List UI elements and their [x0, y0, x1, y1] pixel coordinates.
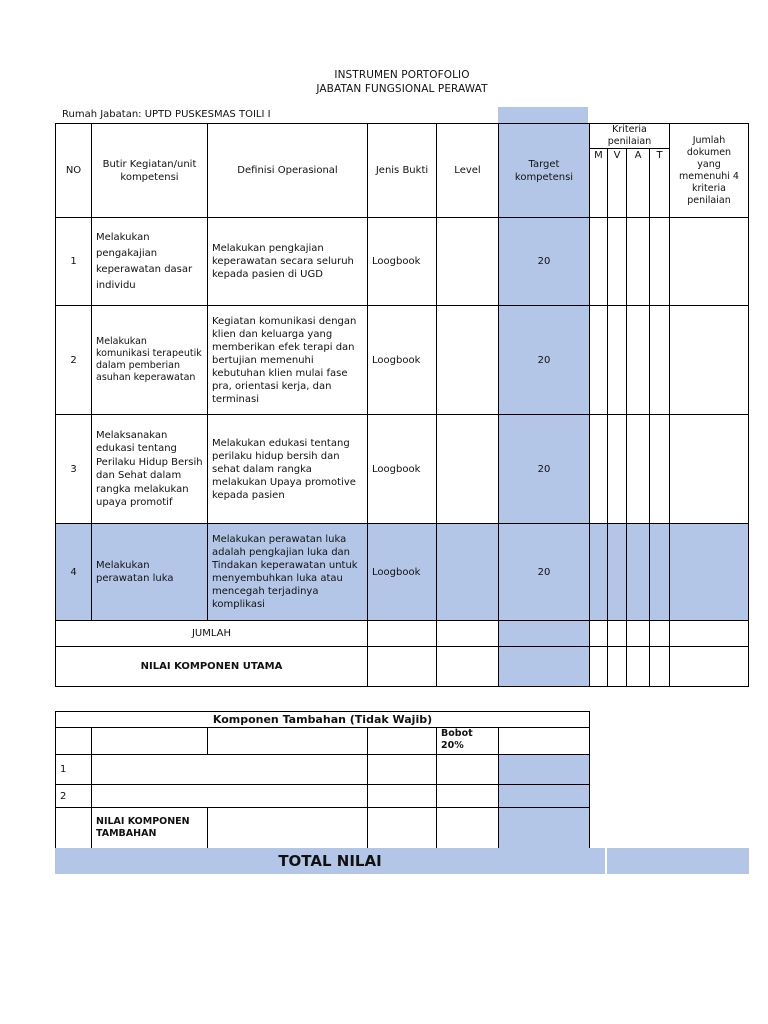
jumlah-v — [608, 621, 627, 647]
row-a — [627, 415, 650, 524]
row-a — [627, 306, 650, 415]
extra-nilai-label: NILAI KOMPONEN TAMBAHAN — [92, 808, 208, 849]
extra-nilai-target — [499, 808, 590, 849]
jumlah-t — [650, 621, 670, 647]
row-no: 3 — [56, 415, 92, 524]
row-target: 20 — [499, 218, 590, 306]
row-t — [650, 524, 670, 621]
total-value — [607, 848, 749, 874]
extra-row-no: 1 — [56, 755, 92, 785]
jumlah-total — [670, 621, 749, 647]
extra-row-target — [499, 785, 590, 808]
table-row — [56, 306, 749, 415]
row-v — [608, 218, 627, 306]
header-jumlah: Jumlah dokumen yang memenuhi 4 kriteria penilaian — [670, 124, 749, 218]
row-definisi: Melakukan perawatan luka adalah pengkajian luka dan Tindakan keperawatan untuk menyembuhkan luka atau mencegah terjadinya komplikasi — [208, 524, 368, 621]
total-row — [55, 848, 749, 874]
extra-table — [55, 711, 590, 849]
row-jenis: Loogbook — [368, 524, 437, 621]
jumlah-target — [499, 621, 590, 647]
unit-label: Rumah Jabatan: UPTD PUSKESMAS TOILI I — [62, 109, 271, 120]
header-m: M — [590, 149, 608, 218]
row-jumlah — [670, 415, 749, 524]
extra-nilai-row — [56, 808, 590, 849]
jumlah-m — [590, 621, 608, 647]
extra-header-no — [56, 728, 92, 755]
row-no: 1 — [56, 218, 92, 306]
extra-row-target — [499, 755, 590, 785]
extra-row-butir — [92, 785, 368, 808]
nilai-utama-total — [670, 647, 749, 687]
row-jumlah — [670, 524, 749, 621]
table-row — [56, 218, 749, 306]
extra-header-definisi — [208, 728, 368, 755]
row-t — [650, 415, 670, 524]
nilai-utama-v — [608, 647, 627, 687]
row-definisi: Kegiatan komunikasi dengan klien dan keluarga yang memberikan efek terapi dan bertujian memenuhi kebutuhan klien mulai fase pra, orientasi kerja, dan terminasi — [208, 306, 368, 415]
extra-title: Komponen Tambahan (Tidak Wajib) — [56, 712, 590, 728]
extra-row-jenis — [368, 755, 437, 785]
row-jumlah — [670, 218, 749, 306]
row-jenis: Loogbook — [368, 306, 437, 415]
row-jumlah — [670, 306, 749, 415]
row-level — [437, 306, 499, 415]
row-v — [608, 524, 627, 621]
jumlah-a — [627, 621, 650, 647]
row-t — [650, 218, 670, 306]
row-target: 20 — [499, 524, 590, 621]
row-definisi: Melakukan pengkajian keperawatan secara seluruh kepada pasien di UGD — [208, 218, 368, 306]
row-target: 20 — [499, 415, 590, 524]
extra-bobot: Bobot 20% — [437, 728, 499, 755]
header-a: A — [627, 149, 650, 218]
nilai-utama-row — [56, 647, 749, 687]
extra-row — [56, 785, 590, 808]
row-m — [590, 524, 608, 621]
nilai-utama-level — [437, 647, 499, 687]
row-a — [627, 218, 650, 306]
row-butir: Melakukan pengakajian keperawatan dasar individu — [92, 218, 208, 306]
header-kriteria: Kriteria penilaian — [590, 124, 670, 149]
nilai-utama-m — [590, 647, 608, 687]
extra-nilai-level — [437, 808, 499, 849]
nilai-utama-t — [650, 647, 670, 687]
title-line-1: INSTRUMEN PORTOFOLIO — [334, 69, 470, 81]
highlight-cell — [498, 107, 588, 123]
row-t — [650, 306, 670, 415]
main-table — [55, 123, 749, 687]
jumlah-jenis — [368, 621, 437, 647]
row-level — [437, 218, 499, 306]
row-jenis: Loogbook — [368, 415, 437, 524]
extra-nilai-definisi — [208, 808, 368, 849]
extra-row-no: 2 — [56, 785, 92, 808]
row-target: 20 — [499, 306, 590, 415]
row-v — [608, 306, 627, 415]
row-a — [627, 524, 650, 621]
header-level: Level — [437, 124, 499, 218]
header-t: T — [650, 149, 670, 218]
extra-row-jenis — [368, 785, 437, 808]
row-level — [437, 524, 499, 621]
extra-row-level — [437, 785, 499, 808]
row-m — [590, 415, 608, 524]
extra-row-butir — [92, 755, 368, 785]
row-butir: Melakukan perawatan luka — [92, 524, 208, 621]
nilai-utama-label: NILAI KOMPONEN UTAMA — [56, 647, 368, 687]
row-m — [590, 218, 608, 306]
row-butir: Melaksanakan edukasi tentang Perilaku Hidup Bersih dan Sehat dalam rangka melakukan upaya promotif — [92, 415, 208, 524]
jumlah-level — [437, 621, 499, 647]
row-jenis: Loogbook — [368, 218, 437, 306]
row-v — [608, 415, 627, 524]
row-definisi: Melakukan edukasi tentang perilaku hidup bersih dan sehat dalam rangka melakukan Upaya promotive kepada pasien — [208, 415, 368, 524]
title-line-2: JABATAN FUNGSIONAL PERAWAT — [316, 83, 488, 95]
header-target: Target kompetensi — [499, 124, 590, 218]
extra-header-butir — [92, 728, 208, 755]
extra-nilai-jenis — [368, 808, 437, 849]
row-butir: Melakukan komunikasi terapeutik dalam pemberian asuhan keperawatan — [92, 306, 208, 415]
total-label: TOTAL NILAI — [55, 848, 605, 874]
jumlah-row — [56, 621, 749, 647]
header-jenis: Jenis Bukti — [368, 124, 437, 218]
header-v: V — [608, 149, 627, 218]
row-no: 2 — [56, 306, 92, 415]
extra-header-target — [499, 728, 590, 755]
nilai-utama-jenis — [368, 647, 437, 687]
header-butir: Butir Kegiatan/unit kompetensi — [92, 124, 208, 218]
header-definisi: Definisi Operasional — [208, 124, 368, 218]
nilai-utama-target — [499, 647, 590, 687]
extra-nilai-no — [56, 808, 92, 849]
extra-row-level — [437, 755, 499, 785]
row-level — [437, 415, 499, 524]
table-row — [56, 524, 749, 621]
nilai-utama-a — [627, 647, 650, 687]
row-m — [590, 306, 608, 415]
extra-header-jenis — [368, 728, 437, 755]
row-no: 4 — [56, 524, 92, 621]
header-no: NO — [56, 124, 92, 218]
table-row — [56, 415, 749, 524]
jumlah-label: JUMLAH — [56, 621, 368, 647]
extra-row — [56, 755, 590, 785]
